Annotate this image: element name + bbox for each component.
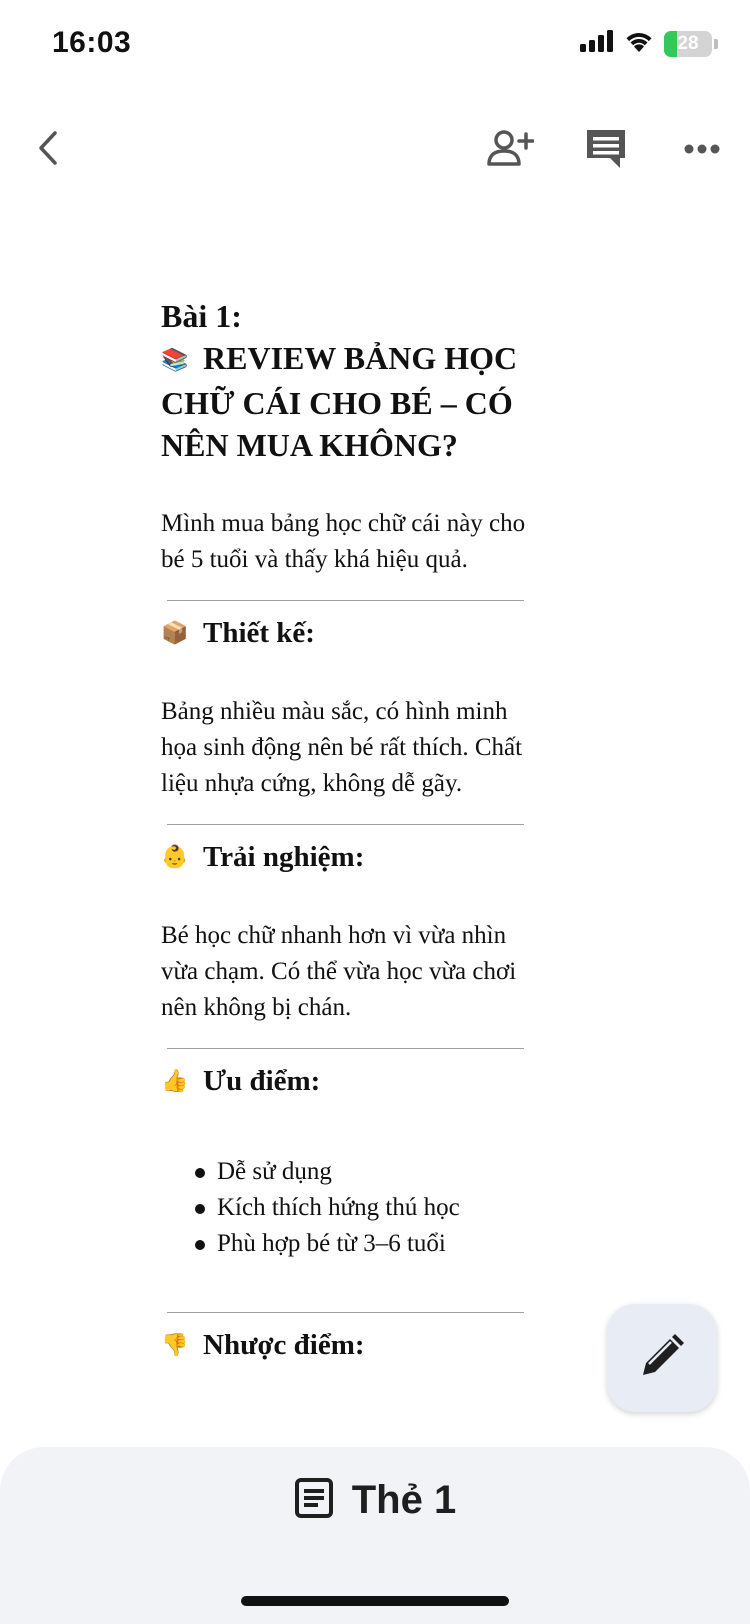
home-indicator[interactable] [241,1596,509,1606]
section-heading-text: Thiết kế: [203,617,315,649]
books-icon: 📚 [161,348,189,373]
divider [167,1048,524,1049]
divider [167,1312,524,1313]
toolbar [0,110,750,190]
section-heading-experience [161,837,531,878]
section-heading-cons [161,1325,531,1366]
status-icons [580,30,718,57]
list-item: Kích thích hứng thú học [161,1190,531,1226]
pros-list [161,1154,531,1262]
divider [167,824,524,825]
back-button[interactable] [18,120,78,180]
divider [167,600,524,601]
list-item: Dễ sử dụng [161,1154,531,1190]
more-icon [684,141,720,159]
signal-icon [580,30,614,57]
thumbs-down-icon: 👎 [161,1333,189,1358]
pencil-icon [637,1331,687,1386]
section-heading-design [161,613,531,654]
add-person-icon [486,128,534,173]
document-body[interactable] [161,295,531,1366]
document-icon [294,1477,334,1524]
tab-the-1[interactable] [0,1477,750,1524]
tab-label: Thẻ 1 [351,1478,457,1522]
share-button[interactable] [480,120,540,180]
battery-icon [664,31,712,57]
section-heading-text: Ưu điểm: [203,1065,321,1097]
section-heading-text: Nhược điểm: [203,1329,365,1361]
section-body-design: Bảng nhiều màu sắc, có hình minh họa sinh động nên bé rất thích. Chất liệu nhựa cứng, không dễ gãy. [161,698,523,797]
back-arrow-icon [35,130,61,171]
comment-icon [584,126,628,175]
title-line-2: REVIEW BẢNG HỌC CHỮ CÁI CHO BÉ – CÓ NÊN MUA KHÔNG? [161,340,518,463]
status-bar [0,0,750,90]
more-button[interactable] [672,120,732,180]
section-heading-text: Trải nghiệm: [203,841,365,873]
baby-icon: 👶 [161,845,189,870]
package-icon: 📦 [161,621,189,646]
comments-button[interactable] [576,120,636,180]
battery-nub [714,39,718,49]
edit-button[interactable] [607,1304,717,1412]
intro-paragraph: Mình mua bảng học chữ cái này cho bé 5 tuổi và thấy khá hiệu quả. [161,510,526,573]
section-body-experience: Bé học chữ nhanh hơn vì vừa nhìn vừa chạm. Có thể vừa học vừa chơi nên không bị chán. [161,922,517,1021]
battery-level: 28 [677,32,699,54]
section-heading-pros [161,1061,531,1102]
document-title [161,295,531,466]
title-line-1: Bài 1: [161,298,242,334]
status-time: 16:03 [52,26,132,59]
thumbs-up-icon: 👍 [161,1069,189,1094]
list-item: Phù hợp bé từ 3–6 tuổi [161,1226,531,1262]
wifi-icon [624,30,654,57]
